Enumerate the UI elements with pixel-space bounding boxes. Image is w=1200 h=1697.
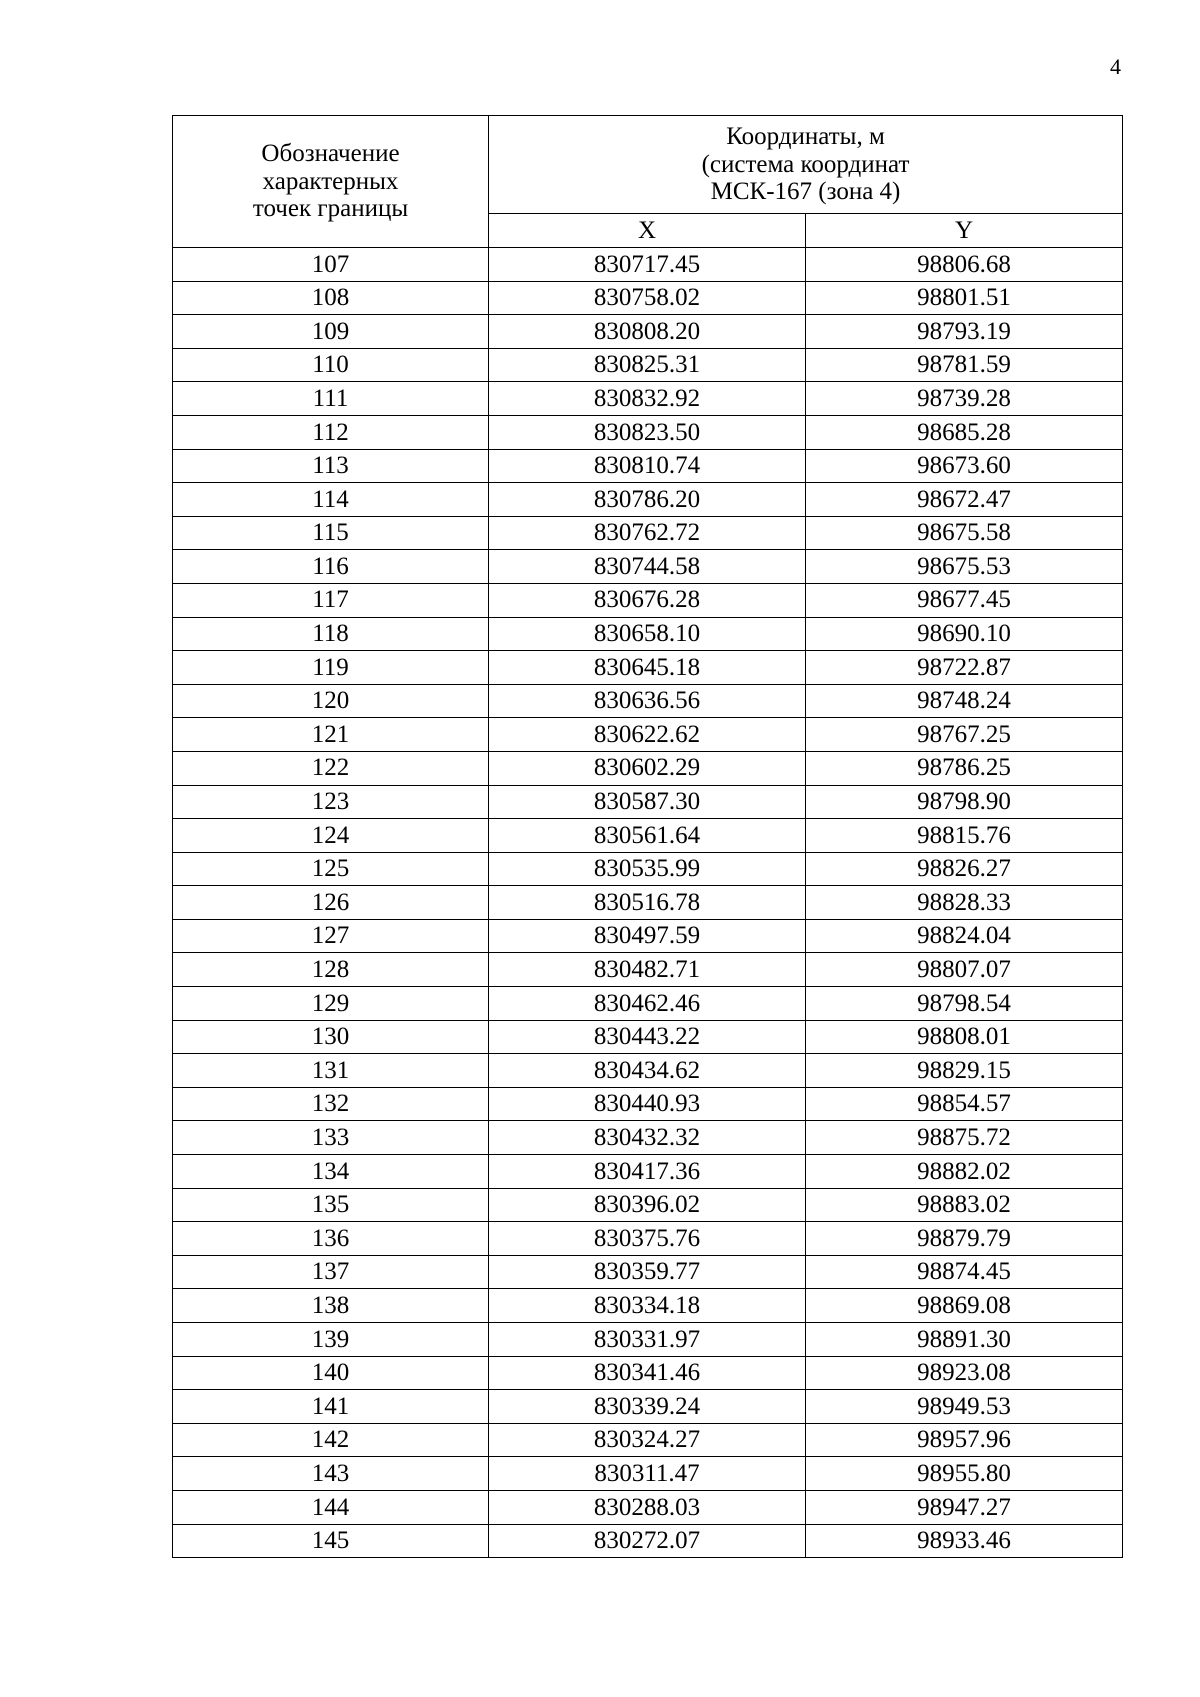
table-row	[173, 987, 1123, 1021]
y-coordinate-cell: 98869.08	[806, 1289, 1123, 1323]
point-cell: 113	[173, 449, 489, 483]
point-cell: 114	[173, 483, 489, 517]
table-row	[173, 1222, 1123, 1256]
x-coordinate-cell: 830832.92	[489, 382, 806, 416]
x-coordinate-cell: 830744.58	[489, 550, 806, 584]
y-coordinate-cell: 98949.53	[806, 1390, 1123, 1424]
table-row	[173, 1524, 1123, 1558]
y-coordinate-cell: 98882.02	[806, 1155, 1123, 1189]
y-coordinate-cell: 98806.68	[806, 248, 1123, 282]
x-coordinate-cell: 830676.28	[489, 583, 806, 617]
point-cell: 124	[173, 819, 489, 853]
point-cell: 137	[173, 1255, 489, 1289]
table-row	[173, 1087, 1123, 1121]
point-cell: 136	[173, 1222, 489, 1256]
x-coordinate-cell: 830375.76	[489, 1222, 806, 1256]
y-coordinate-cell: 98815.76	[806, 819, 1123, 853]
table-row	[173, 1121, 1123, 1155]
table-row	[173, 953, 1123, 987]
point-cell: 133	[173, 1121, 489, 1155]
point-cell: 107	[173, 248, 489, 282]
table-row	[173, 281, 1123, 315]
y-coordinate-cell: 98879.79	[806, 1222, 1123, 1256]
x-coordinate-cell: 830587.30	[489, 785, 806, 819]
table-header	[173, 116, 1123, 248]
coords-header-line: МСК-167 (зона 4)	[710, 178, 901, 206]
table-row	[173, 1490, 1123, 1524]
y-coordinate-cell: 98826.27	[806, 852, 1123, 886]
point-cell: 116	[173, 550, 489, 584]
y-coordinate-cell: 98781.59	[806, 348, 1123, 382]
x-coordinate-cell: 830341.46	[489, 1356, 806, 1390]
table-row	[173, 516, 1123, 550]
x-coordinate-cell: 830717.45	[489, 248, 806, 282]
table-row	[173, 1289, 1123, 1323]
table-row	[173, 1054, 1123, 1088]
point-cell: 126	[173, 886, 489, 920]
x-coordinate-cell: 830417.36	[489, 1155, 806, 1189]
point-cell: 119	[173, 651, 489, 685]
y-coordinate-cell: 98824.04	[806, 919, 1123, 953]
y-coordinate-cell: 98798.54	[806, 987, 1123, 1021]
x-coordinate-cell: 830808.20	[489, 315, 806, 349]
point-cell: 130	[173, 1020, 489, 1054]
point-cell: 108	[173, 281, 489, 315]
y-coordinate-cell: 98807.07	[806, 953, 1123, 987]
y-coordinate-cell: 98955.80	[806, 1457, 1123, 1491]
x-coordinate-cell: 830758.02	[489, 281, 806, 315]
table-row	[173, 1457, 1123, 1491]
point-cell: 117	[173, 583, 489, 617]
y-coordinate-cell: 98874.45	[806, 1255, 1123, 1289]
point-cell: 144	[173, 1490, 489, 1524]
x-coordinate-cell: 830288.03	[489, 1490, 806, 1524]
x-coordinate-cell: 830658.10	[489, 617, 806, 651]
point-cell: 134	[173, 1155, 489, 1189]
table-row	[173, 1188, 1123, 1222]
x-coordinate-cell: 830432.32	[489, 1121, 806, 1155]
x-coordinate-cell: 830334.18	[489, 1289, 806, 1323]
table-row	[173, 1356, 1123, 1390]
x-coordinate-cell: 830443.22	[489, 1020, 806, 1054]
point-cell: 145	[173, 1524, 489, 1558]
x-coordinate-cell: 830823.50	[489, 415, 806, 449]
x-coordinate-cell: 830482.71	[489, 953, 806, 987]
y-coordinate-cell: 98675.53	[806, 550, 1123, 584]
point-cell: 128	[173, 953, 489, 987]
x-coordinate-cell: 830311.47	[489, 1457, 806, 1491]
table-row	[173, 1423, 1123, 1457]
point-cell: 120	[173, 684, 489, 718]
point-cell: 138	[173, 1289, 489, 1323]
point-cell: 122	[173, 751, 489, 785]
table-row	[173, 886, 1123, 920]
y-coordinate-cell: 98923.08	[806, 1356, 1123, 1390]
x-coordinate-cell: 830359.77	[489, 1255, 806, 1289]
table-row	[173, 382, 1123, 416]
coords-header-line: (система координат	[701, 150, 910, 178]
table-row	[173, 1155, 1123, 1189]
point-cell: 132	[173, 1087, 489, 1121]
table-row	[173, 651, 1123, 685]
y-coordinate-cell: 98672.47	[806, 483, 1123, 517]
y-coordinate-cell: 98808.01	[806, 1020, 1123, 1054]
y-coordinate-cell: 98947.27	[806, 1490, 1123, 1524]
x-column-header: X	[489, 214, 806, 248]
x-coordinate-cell: 830516.78	[489, 886, 806, 920]
table-row	[173, 819, 1123, 853]
y-coordinate-cell: 98685.28	[806, 415, 1123, 449]
table-row	[173, 483, 1123, 517]
x-coordinate-cell: 830339.24	[489, 1390, 806, 1424]
y-coordinate-cell: 98875.72	[806, 1121, 1123, 1155]
table-row	[173, 785, 1123, 819]
table-row	[173, 315, 1123, 349]
table-body	[173, 248, 1123, 1558]
header-row-main	[173, 116, 1123, 214]
y-coordinate-cell: 98933.46	[806, 1524, 1123, 1558]
x-coordinate-cell: 830324.27	[489, 1423, 806, 1457]
x-coordinate-cell: 830762.72	[489, 516, 806, 550]
point-cell: 115	[173, 516, 489, 550]
y-column-header: Y	[806, 214, 1123, 248]
y-coordinate-cell: 98748.24	[806, 684, 1123, 718]
x-coordinate-cell: 830434.62	[489, 1054, 806, 1088]
point-designation-header	[173, 116, 489, 248]
table-row	[173, 583, 1123, 617]
point-cell: 131	[173, 1054, 489, 1088]
table-row	[173, 1255, 1123, 1289]
point-cell: 118	[173, 617, 489, 651]
x-coordinate-cell: 830396.02	[489, 1188, 806, 1222]
table-row	[173, 919, 1123, 953]
y-coordinate-cell: 98739.28	[806, 382, 1123, 416]
table-row	[173, 348, 1123, 382]
table-row	[173, 550, 1123, 584]
y-coordinate-cell: 98767.25	[806, 718, 1123, 752]
table-row	[173, 248, 1123, 282]
x-coordinate-cell: 830440.93	[489, 1087, 806, 1121]
table-row	[173, 751, 1123, 785]
point-cell: 143	[173, 1457, 489, 1491]
point-header-line: точек границы	[252, 195, 409, 223]
table-row	[173, 1020, 1123, 1054]
y-coordinate-cell: 98798.90	[806, 785, 1123, 819]
point-cell: 109	[173, 315, 489, 349]
point-cell: 135	[173, 1188, 489, 1222]
coords-header-line: Координаты, м	[726, 123, 885, 151]
y-coordinate-cell: 98690.10	[806, 617, 1123, 651]
point-cell: 127	[173, 919, 489, 953]
table-row	[173, 1323, 1123, 1357]
x-coordinate-cell: 830497.59	[489, 919, 806, 953]
table-row	[173, 1390, 1123, 1424]
x-coordinate-cell: 830602.29	[489, 751, 806, 785]
y-coordinate-cell: 98675.58	[806, 516, 1123, 550]
x-coordinate-cell: 830561.64	[489, 819, 806, 853]
table-row	[173, 415, 1123, 449]
table-row	[173, 852, 1123, 886]
y-coordinate-cell: 98722.87	[806, 651, 1123, 685]
table-row	[173, 718, 1123, 752]
x-coordinate-cell: 830810.74	[489, 449, 806, 483]
coordinates-header	[489, 116, 1123, 214]
point-cell: 141	[173, 1390, 489, 1424]
point-header-line: характерных	[262, 167, 399, 195]
point-cell: 110	[173, 348, 489, 382]
table-row	[173, 617, 1123, 651]
point-cell: 121	[173, 718, 489, 752]
point-cell: 129	[173, 987, 489, 1021]
point-cell: 142	[173, 1423, 489, 1457]
point-cell: 125	[173, 852, 489, 886]
x-coordinate-cell: 830535.99	[489, 852, 806, 886]
point-cell: 140	[173, 1356, 489, 1390]
x-coordinate-cell: 830636.56	[489, 684, 806, 718]
x-coordinate-cell: 830786.20	[489, 483, 806, 517]
page-number: 4	[1110, 54, 1121, 79]
coordinates-table	[172, 115, 1123, 1558]
y-coordinate-cell: 98786.25	[806, 751, 1123, 785]
point-cell: 123	[173, 785, 489, 819]
y-coordinate-cell: 98673.60	[806, 449, 1123, 483]
y-coordinate-cell: 98891.30	[806, 1323, 1123, 1357]
x-coordinate-cell: 830272.07	[489, 1524, 806, 1558]
y-coordinate-cell: 98829.15	[806, 1054, 1123, 1088]
x-coordinate-cell: 830622.62	[489, 718, 806, 752]
table-row	[173, 684, 1123, 718]
x-coordinate-cell: 830462.46	[489, 987, 806, 1021]
point-cell: 112	[173, 415, 489, 449]
point-header-line: Обозначение	[261, 140, 400, 168]
y-coordinate-cell: 98854.57	[806, 1087, 1123, 1121]
y-coordinate-cell: 98677.45	[806, 583, 1123, 617]
y-coordinate-cell: 98801.51	[806, 281, 1123, 315]
point-cell: 139	[173, 1323, 489, 1357]
y-coordinate-cell: 98883.02	[806, 1188, 1123, 1222]
x-coordinate-cell: 830645.18	[489, 651, 806, 685]
y-coordinate-cell: 98957.96	[806, 1423, 1123, 1457]
x-coordinate-cell: 830331.97	[489, 1323, 806, 1357]
x-coordinate-cell: 830825.31	[489, 348, 806, 382]
table-row	[173, 449, 1123, 483]
y-coordinate-cell: 98793.19	[806, 315, 1123, 349]
y-coordinate-cell: 98828.33	[806, 886, 1123, 920]
point-cell: 111	[173, 382, 489, 416]
